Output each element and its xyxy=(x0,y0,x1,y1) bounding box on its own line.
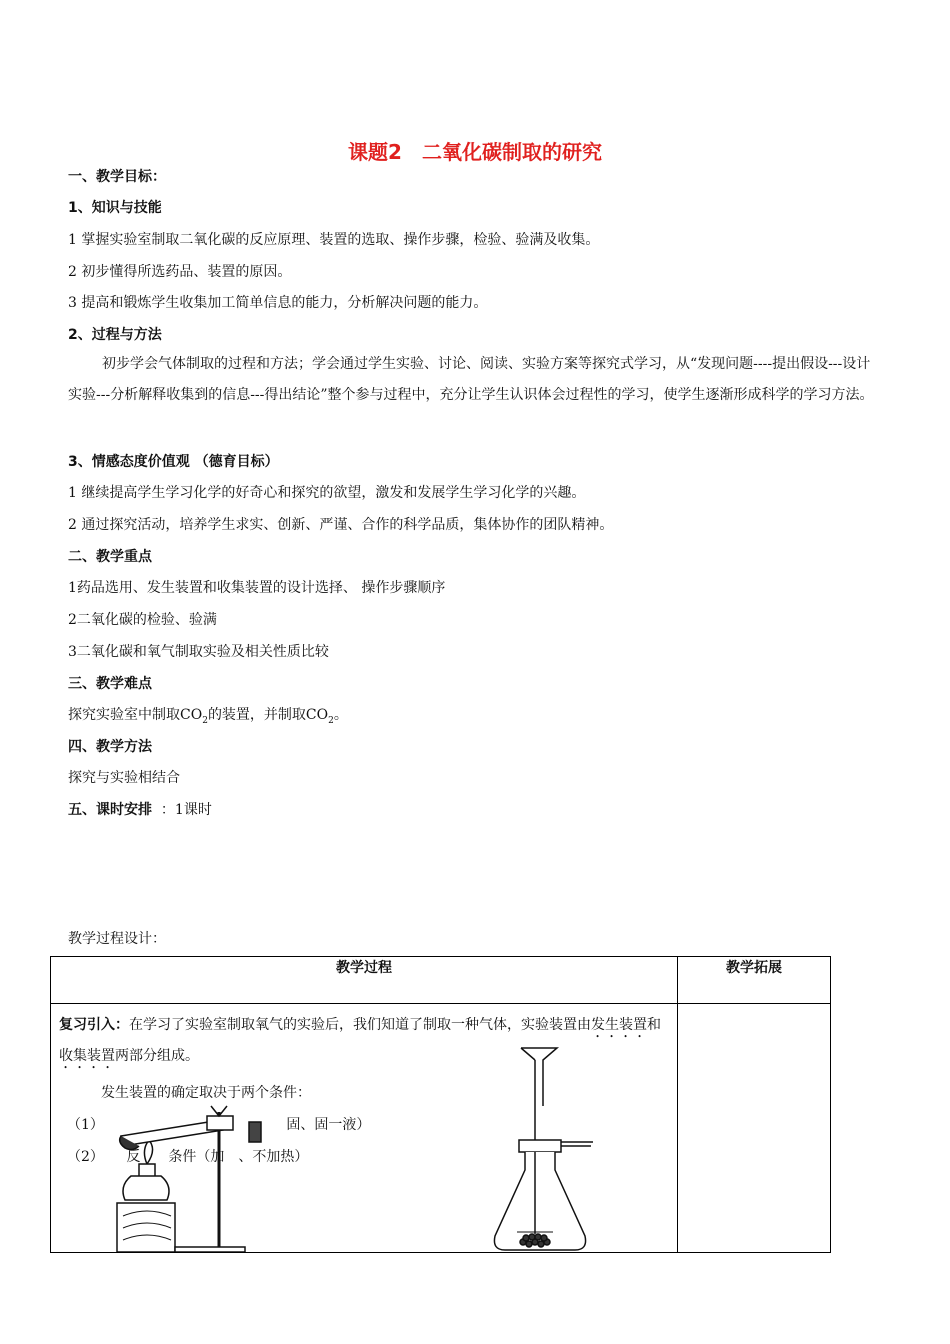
extension-cell xyxy=(678,1004,831,1253)
lesson-table xyxy=(50,956,831,1253)
column-header-process: 教学过程 xyxy=(51,957,678,1004)
objective-item: 2 初步懂得所选药品、装置的原因。 xyxy=(68,264,292,280)
condition-1: （1） 固、固一液） xyxy=(67,1117,371,1133)
key-point-item: 1药品选用、发生装置和收集装置的设计选择、 操作步骤顺序 xyxy=(68,580,446,596)
condition-intro: 发生装置的确定取决于两个条件： xyxy=(101,1085,311,1101)
objective-item: 3 提高和锻炼学生收集加工简单信息的能力，分析解决问题的能力。 xyxy=(68,295,488,311)
value-item: 2 通过探究活动，培养学生求实、创新、严谨、合作的科学品质，集体协作的团队精神。 xyxy=(68,517,614,533)
process-cell xyxy=(51,1004,678,1253)
schedule-line: 五、课时安排 ：1课时 xyxy=(68,802,212,818)
section-1-2-heading: 2、过程与方法 xyxy=(68,327,162,343)
difficulty-text: 探究实验室中制取$CO_2$的装置，并制取$CO_2$。 xyxy=(68,707,348,726)
section-1-1-heading: 1、知识与技能 xyxy=(68,200,162,216)
review-intro: 复习引入：在学习了实验室制取氧气的实验后，我们知道了制取一种气体，实验装置由发生装置和收集装置两部分组成。 xyxy=(59,1017,661,1064)
key-point-item: 3二氧化碳和氧气制取实验及相关性质比较 xyxy=(68,644,329,660)
column-header-extension: 教学拓展 xyxy=(678,957,831,1004)
section-2-heading: 二、教学重点 xyxy=(68,549,152,565)
page-title: 课题2 二氧化碳制取的研究 xyxy=(348,140,602,164)
section-3-heading: 三、教学难点 xyxy=(68,676,152,692)
key-point-item: 2二氧化碳的检验、验满 xyxy=(68,612,217,628)
process-method-paragraph: 初步学会气体制取的过程和方法；学会通过学生实验、讨论、阅读、实验方案等探究式学习，从“发现问题----提出假设---设计实验---分析解释收集到的信息---得出结论”整个参与过程中，充分让学生认识体会过程性的学习，使学生逐渐形成科学的学习方法。 xyxy=(68,356,874,403)
process-design-label: 教学过程设计： xyxy=(68,931,166,947)
section-4-heading: 四、教学方法 xyxy=(68,739,152,755)
section-1-3-heading: 3、情感态度价值观 （德育目标） xyxy=(68,454,279,470)
objective-item: 1 掌握实验室制取二氧化碳的反应原理、装置的选取、操作步骤，检验、验满及收集。 xyxy=(68,232,600,248)
condition-2: （2） 反 条件（加 、不加热） xyxy=(67,1149,309,1165)
flask-apparatus-icon xyxy=(494,1048,593,1250)
method-text: 探究与实验相结合 xyxy=(68,770,180,786)
value-item: 1 继续提高学生学习化学的好奇心和探究的欲望，激发和发展学生学习化学的兴趣。 xyxy=(68,485,586,501)
section-1-heading: 一、教学目标： xyxy=(68,169,166,185)
